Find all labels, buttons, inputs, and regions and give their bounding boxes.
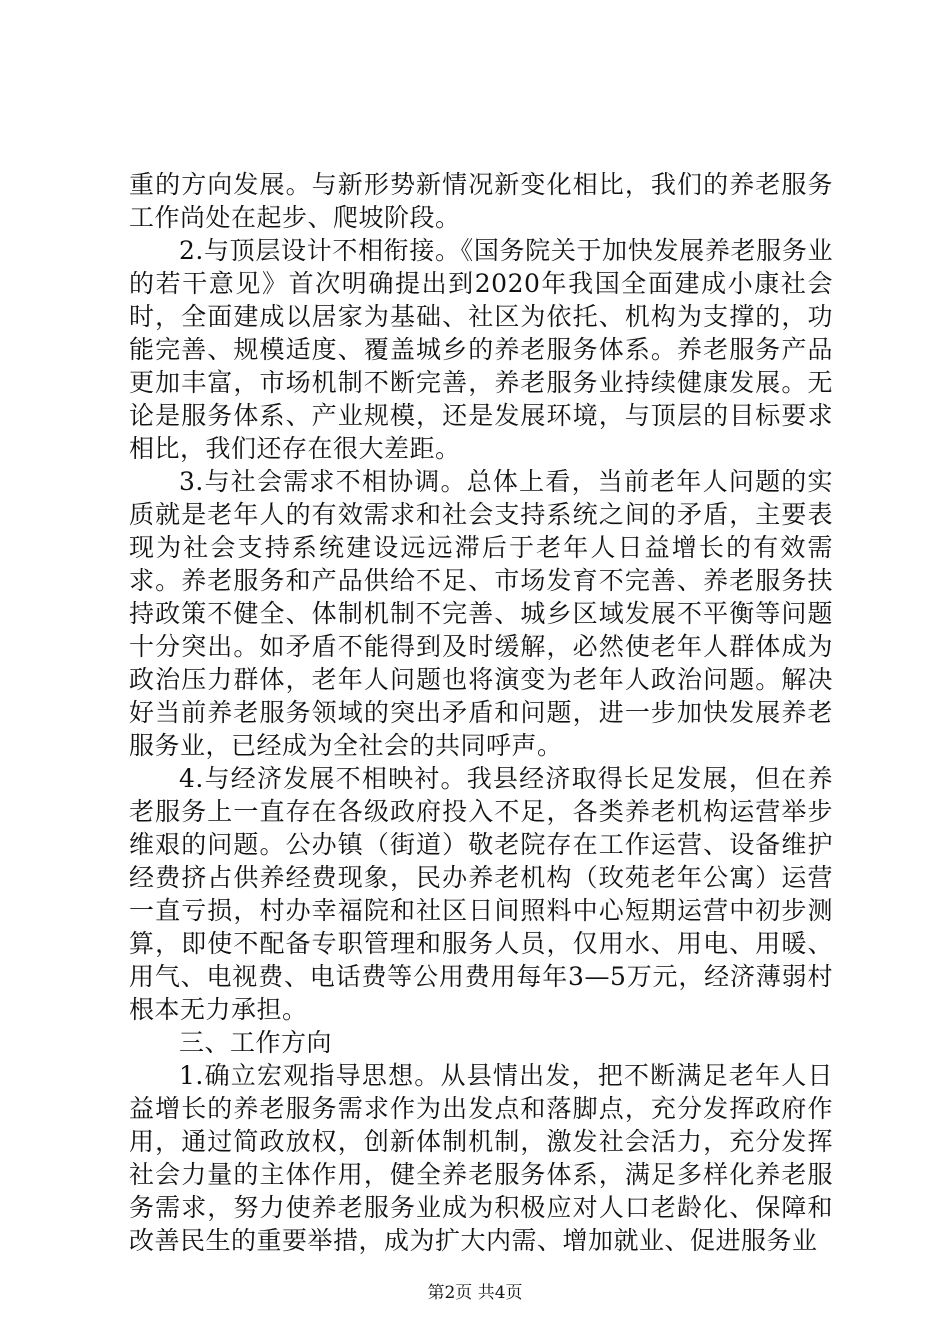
paragraph-continuation: 重的方向发展。与新形势新情况新变化相比，我们的养老服务工作尚处在起步、爬坡阶段。 [129, 170, 833, 232]
paragraph-point-3: 3.与社会需求不相协调。总体上看，当前老年人问题的实质就是老年人的有效需求和社会支持系统之间的矛盾，主要表现为社会支持系统建设远远滞后于老年人日益增长的有效需求。养老服务和产品供给不足、市场发育不完善、养老服务扶持政策不健全、体制机制不完善、城乡区域发展不平衡等问题十分突出。如矛盾不能得到及时缓解，必然使老年人群体成为政治压力群体，老年人问题也将演变为老年人政治问题。解决好当前养老服务领域的突出矛盾和问题，进一步加快发展养老服务业，已经成为全社会的共同呼声。 [129, 467, 833, 760]
page-number-footer: 第2页 共4页 [427, 1283, 523, 1303]
paragraph-point-2: 2.与顶层设计不相衔接。《国务院关于加快发展养老服务业的若干意见》首次明确提出到2020年我国全面建成小康社会时，全面建成以居家为基础、社区为依托、机构为支撑的，功能完善、规模适度、覆盖城乡的养老服务体系。养老服务产品更加丰富，市场机制不断完善，养老服务业持续健康发展。无论是服务体系、产业规模，还是发展环境，与顶层的目标要求相比，我们还存在很大差距。 [129, 236, 833, 463]
section-heading-work-direction: 三、工作方向 [179, 1028, 333, 1057]
paragraph-point-4: 4.与经济发展不相映衬。我县经济取得长足发展，但在养老服务上一直存在各级政府投入不足，各类养老机构运营举步维艰的问题。公办镇（街道）敬老院存在工作运营、设备维护经费挤占供养经费现象，民办养老机构（玫苑老年公寓）运营一直亏损，村办幸福院和社区日间照料中心短期运营中初步测算，即使不配备专职管理和服务人员，仅用水、用电、用暖、用气、电视费、电话费等公用费用每年3—5万元，经济薄弱村根本无力承担。 [129, 764, 833, 1024]
paragraph-direction-1: 1.确立宏观指导思想。从县情出发，把不断满足老年人日益增长的养老服务需求作为出发点和落脚点，充分发挥政府作用，通过简政放权，创新体制机制，激发社会活力，充分发挥社会力量的主体作用，健全养老服务体系，满足多样化养老服务需求，努力使养老服务业成为积极应对人口老龄化、保障和改善民生的重要举措，成为扩大内需、增加就业、促进服务业 [129, 1061, 833, 1255]
document-body [129, 168, 833, 1257]
